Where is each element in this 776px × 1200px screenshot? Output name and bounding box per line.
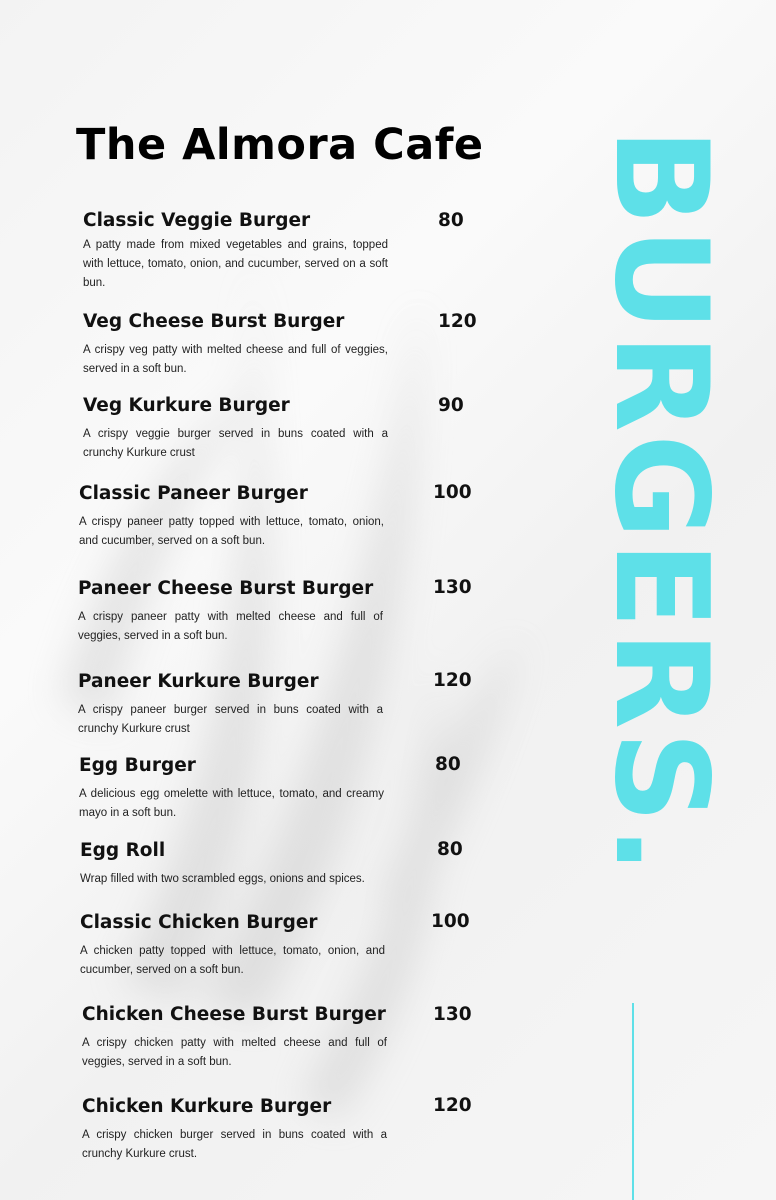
menu-item	[83, 310, 403, 379]
menu-item-price: 90	[438, 395, 464, 416]
menu-item-description: A chicken patty topped with lettuce, tomato, onion, and cucumber, served on a soft bun.	[80, 945, 385, 976]
menu-item-name: Classic Veggie Burger	[83, 210, 311, 231]
menu-item-name: Veg Kurkure Burger	[83, 395, 290, 416]
menu-item-description: Wrap filled with two scrambled eggs, onions and spices.	[80, 873, 365, 885]
menu-item-price: 130	[433, 577, 472, 598]
menu-item-name: Chicken Kurkure Burger	[82, 1096, 332, 1117]
menu-item	[79, 482, 399, 551]
menu-item-name: Classic Chicken Burger	[80, 912, 318, 933]
menu-item-price: 80	[435, 754, 461, 775]
accent-vertical-line	[632, 1003, 634, 1200]
menu-item-price: 100	[431, 911, 470, 932]
menu-item-description: A crispy veg patty with melted cheese and full of veggies, served in a soft bun.	[83, 344, 388, 375]
menu-item-description: A crispy paneer patty topped with lettuce, tomato, onion, and cucumber, served on a soft bun.	[79, 516, 384, 547]
menu-item	[78, 577, 398, 646]
menu-item-name: Paneer Cheese Burst Burger	[78, 578, 374, 599]
menu-item	[83, 209, 403, 293]
menu-item-description: A delicious egg omelette with lettuce, tomato, and creamy mayo in a soft bun.	[79, 788, 384, 819]
menu-item-description: A crispy paneer patty with melted cheese and full of veggies, served in a soft bun.	[78, 611, 383, 642]
menu-item-price: 120	[433, 1095, 472, 1116]
menu-item-name: Egg Burger	[79, 755, 196, 776]
menu-item-price: 120	[433, 670, 472, 691]
menu-item	[82, 1003, 402, 1072]
menu-item-price: 120	[438, 311, 477, 332]
cafe-name-title: The Almora Cafe	[76, 120, 484, 170]
menu-item-description: A patty made from mixed vegetables and grains, topped with lettuce, tomato, onion, and cucumber, served on a soft bun.	[83, 239, 388, 289]
menu-item-description: A crispy chicken patty with melted cheese and full of veggies, served in a soft bun.	[82, 1037, 387, 1068]
menu-item-name: Veg Cheese Burst Burger	[83, 311, 345, 332]
menu-item-price: 100	[433, 482, 472, 503]
menu-item-name: Classic Paneer Burger	[79, 483, 308, 504]
menu-item-name: Paneer Kurkure Burger	[78, 671, 319, 692]
section-title-vertical: BURGERS.	[586, 128, 735, 876]
menu-item	[80, 911, 400, 980]
menu-item-price: 130	[433, 1004, 472, 1025]
menu-item	[83, 394, 403, 463]
menu-item-description: A crispy chicken burger served in buns coated with a crunchy Kurkure crust.	[82, 1129, 387, 1160]
menu-item	[78, 670, 398, 739]
menu-item-description: A crispy veggie burger served in buns coated with a crunchy Kurkure crust	[83, 428, 388, 459]
menu-item	[82, 1095, 402, 1164]
menu-item-price: 80	[438, 210, 464, 231]
menu-item-description: A crispy paneer burger served in buns coated with a crunchy Kurkure crust	[78, 704, 383, 735]
menu-item	[79, 754, 399, 823]
menu-item	[80, 839, 400, 889]
menu-item-price: 80	[437, 839, 463, 860]
menu-item-name: Chicken Cheese Burst Burger	[82, 1004, 386, 1025]
menu-item-name: Egg Roll	[80, 840, 166, 861]
